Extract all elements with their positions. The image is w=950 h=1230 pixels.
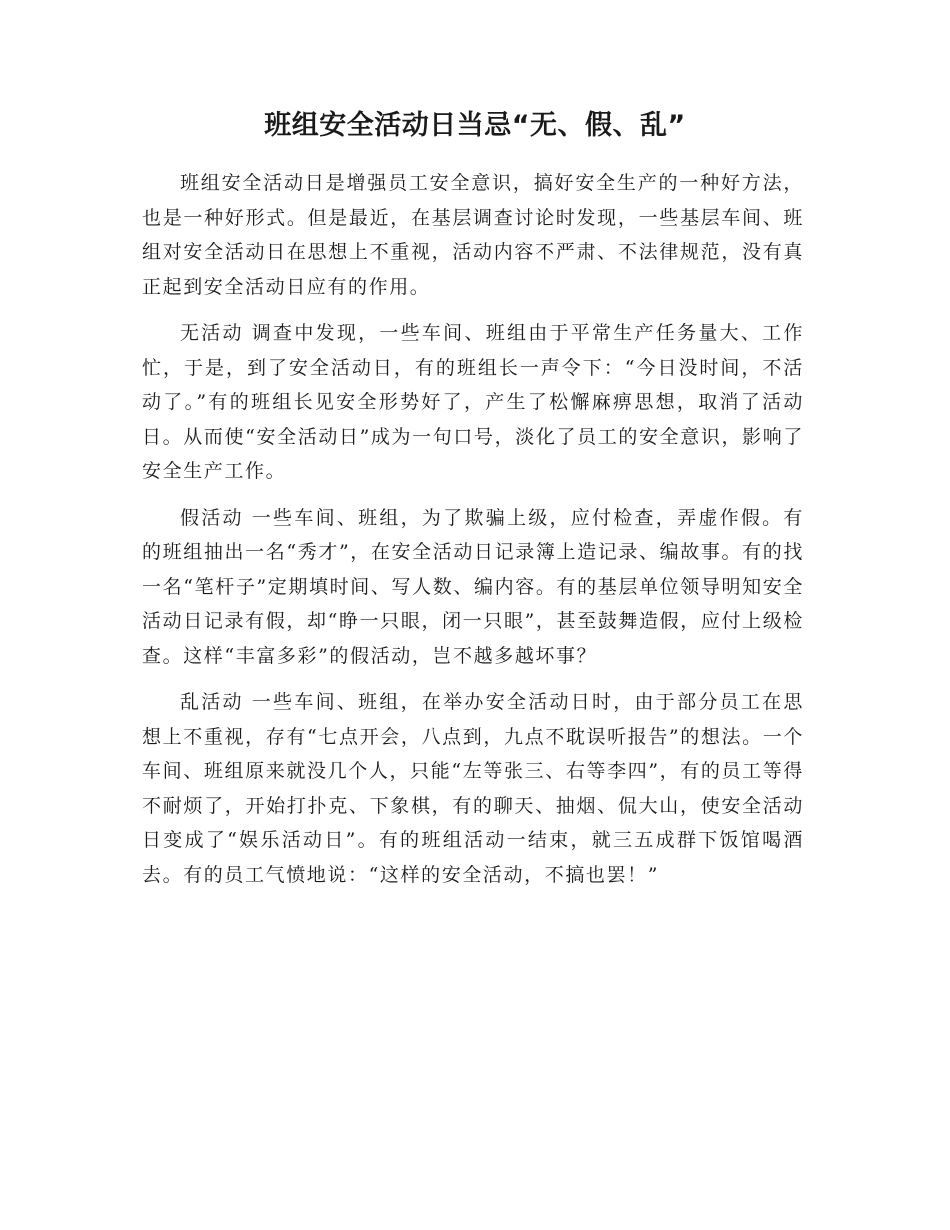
paragraph-intro	[142, 166, 804, 304]
paragraph-text: 调查中发现，一些车间、班组由于平常生产任务量大、工作忙，于是，到了安全活动日，有的班组长一声令下：“今日没时间，不活动了。”有的班组长见安全形势好了，产生了松懈麻痹思想，取消了活动日。从而使“安全活动日”成为一句口号，淡化了员工的安全意识，影响了安全生产工作。	[142, 322, 804, 482]
paragraph-heading: 乱活动	[180, 691, 244, 713]
paragraph-text: 一些车间、班组，为了欺骗上级，应付检查，弄虚作假。有的班组抽出一名“秀才”，在安全活动日记录簿上造记录、编故事。有的找一名“笔杆子”定期填时间、写人数、编内容。有的基层单位领导明知安全活动日记录有假，却“睁一只眼，闭一只眼”，甚至鼓舞造假，应付上级检查。这样“丰富多彩”的假活动，岂不越多越坏事？	[142, 506, 804, 667]
paragraph-heading: 无活动	[180, 322, 244, 344]
paragraph-heading: 假活动	[180, 506, 244, 529]
paragraph-text: 一些车间、班组，在举办安全活动日时，由于部分员工在思想上不重视，存有“七点开会，八点到，九点不耽误听报告”的想法。一个车间、班组原来就没几个人，只能“左等张三、右等李四”，有的员工等得不耐烦了，开始打扑克、下象棋，有的聊天、抽烟、侃大山，使安全活动日变成了“娱乐活动日”。有的班组活动一结束，就三五成群下饭馆喝酒去。有的员工气愤地说：“这样的安全活动，不搞也罢！”	[142, 691, 804, 886]
document-body	[142, 166, 804, 904]
paragraph-fake-activity	[142, 501, 804, 674]
paragraph-chaotic-activity	[142, 685, 804, 892]
paragraph-no-activity	[142, 316, 804, 489]
document-title: 班组安全活动日当忌“无、假、乱”	[264, 110, 686, 141]
paragraph-text: 班组安全活动日是增强员工安全意识，搞好安全生产的一种好方法，也是一种好形式。但是最近，在基层调查讨论时发现，一些基层车间、班组对安全活动日在思想上不重视，活动内容不严肃、不法律规范，没有真正起到安全活动日应有的作用。	[142, 172, 804, 298]
